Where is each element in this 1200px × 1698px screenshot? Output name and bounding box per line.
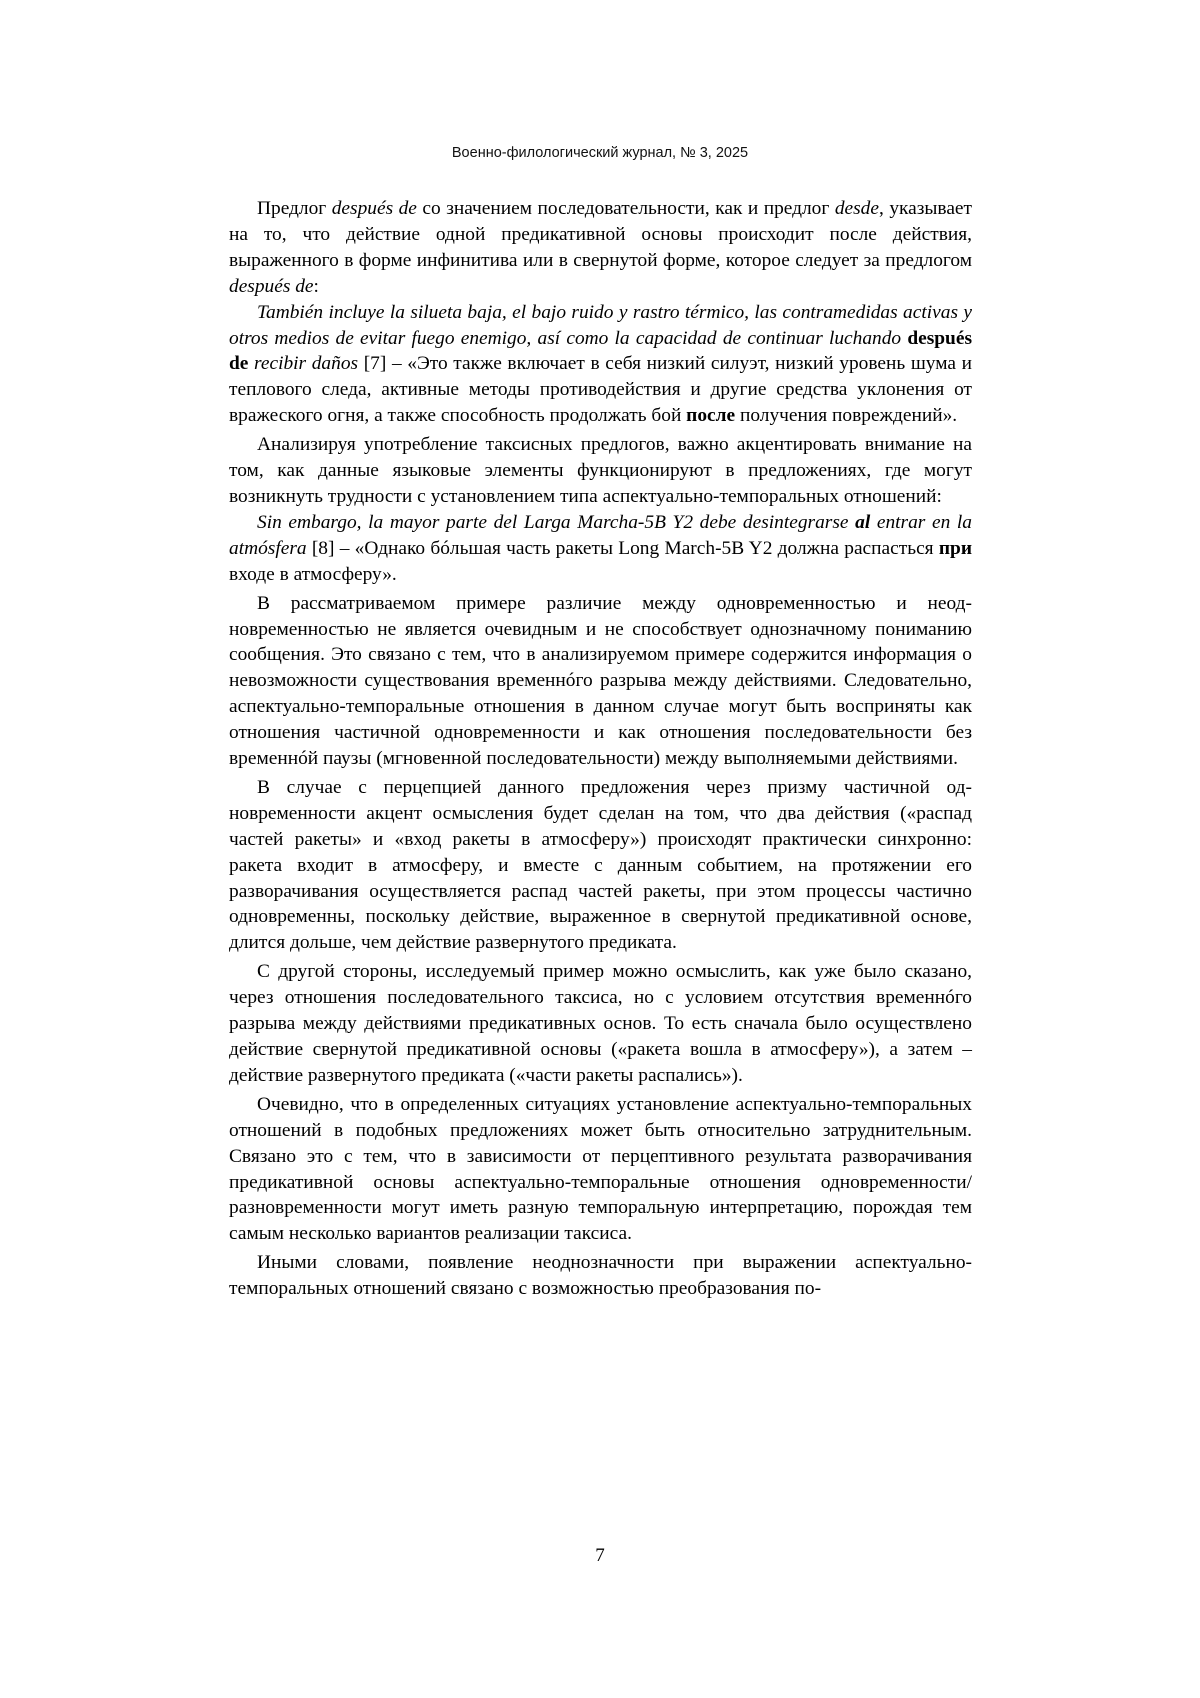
text-run: , указывает на то, что действие одной предикативной основы происходит после действия, выраженного в форме инфинитива или в свернутой форме, которое следует за предлогом [229,198,973,271]
text-run: С другой стороны, исследуемый пример можно осмыслить, как уже было сказано, через отношения последовательного таксиса, но с условием отсутствия временнóго разрыва между действиями предикативных основ. То есть сначала было осуществлено действие свернутой предикативной основы («ракета вошла в атмосферу»), а затем – действие развернутого предиката («части ракеты распались»). [229,961,972,1086]
italic-text: También incluye la silueta baja, el bajo ruido y rastro térmico, las contramedidas activas y otros medios de evitar fuego enemigo, así como la capacidad de continuar luchando [229,301,972,349]
italic-text: después de [331,198,417,219]
bold-term: al [855,511,871,533]
paragraph-ambiguity [229,591,972,772]
text-run: получения повреждений». [735,405,958,427]
italic-text: entrar en la atmósfera [229,511,972,559]
italic-text: desde [834,198,879,219]
bold-term: después de [229,327,972,375]
paragraph-despues-de-intro [229,196,972,300]
text-run: [8] – «Однако бóльшая часть ракеты Long March-5B Y2 должна распасться [306,537,939,559]
paragraph-partial-simultaneity [229,775,972,956]
text-run: со значением последовательности, как и предлог [416,198,835,219]
example-spanish-despues-de [229,300,972,430]
bold-term: при [938,537,972,559]
text-run: Иными словами, появление неоднозначности при выражении аспектуально-темпоральных отношений связано с возможностью преобразования по- [229,1252,972,1300]
paragraph-sequential-taxis [229,959,972,1089]
text-run: : [313,275,319,297]
text-run: входе в атмосферу». [229,563,397,585]
text-run: Предлог [257,198,332,219]
bold-term: после [686,405,736,427]
paragraph-taxis-analysis [229,432,972,510]
text-run: Очевидно, что в определенных ситуациях установление аспектуально-темпоральных отношений в подобных предложениях может быть относительно затруднительным. Связано это с тем, что в зависимости от перцептивного результата разворачивания предикативной основы аспектуально-темпоральные отношения одновременности/разновременности могут иметь разную темпоральную интерпретацию, порождая тем самым несколько вариантов реализации таксиса. [229,1093,972,1245]
text-run: Анализируя употребление таксисных предлогов, важно акцентировать внимание на том, как данные языковые элементы функционируют в предложениях, где могут возникнуть трудности с установлением типа аспектуально-темпоральных отношений: [229,434,972,507]
article-body [229,196,972,1302]
italic-text: Sin embargo, la mayor parte del Larga Marcha-5B Y2 debe desintegrarse [257,511,856,533]
paragraph-conclusion [229,1250,972,1302]
text-run: [7] – «Это также включает в себя низкий силуэт, низкий уровень шума и теплового следа, активные методы противодействия и другие средства уклонения от вражеского огня, а также способность продолжать бой [229,353,973,427]
example-spanish-al [229,510,972,588]
running-head: Военно-филологический журнал, № 3, 2025 [451,145,749,161]
paragraph-interpretation [229,1092,972,1247]
page-number: 7 [595,1545,605,1566]
italic-text: recibir daños [248,353,359,375]
text-run: В случае с перцепцией данного предложения через призму частичной одновременности акцент осмысления будет сделан на том, что два действия («распад частей ракеты» и «вход ракеты в атмосферу») происходят практически синхронно: ракета входит в атмосферу, и вместе с данным событием, на протяжении его разворачивания осуществляется распад частей ракеты, при этом процессы частично одновременны, поскольку действие, выраженное в свернутой предикативной основе, длится дольше, чем действие развернутого предиката. [229,776,972,954]
text-run: В рассматриваемом примере различие между одновременностью и неодновременностью не является очевидным и не способствует однозначному пониманию сообщения. Это связано с тем, что в анализируемом примере содержится информация о невозможности существования временнóго разрыва между действиями. Следовательно, аспектуально-темпоральные отношения в данном случае могут быть восприняты как отношения частичной одновременности и как отношения последовательности без временнóй паузы (мгновенной последовательности) между выполняемыми действиями. [229,592,972,770]
italic-text: después de [229,275,314,297]
